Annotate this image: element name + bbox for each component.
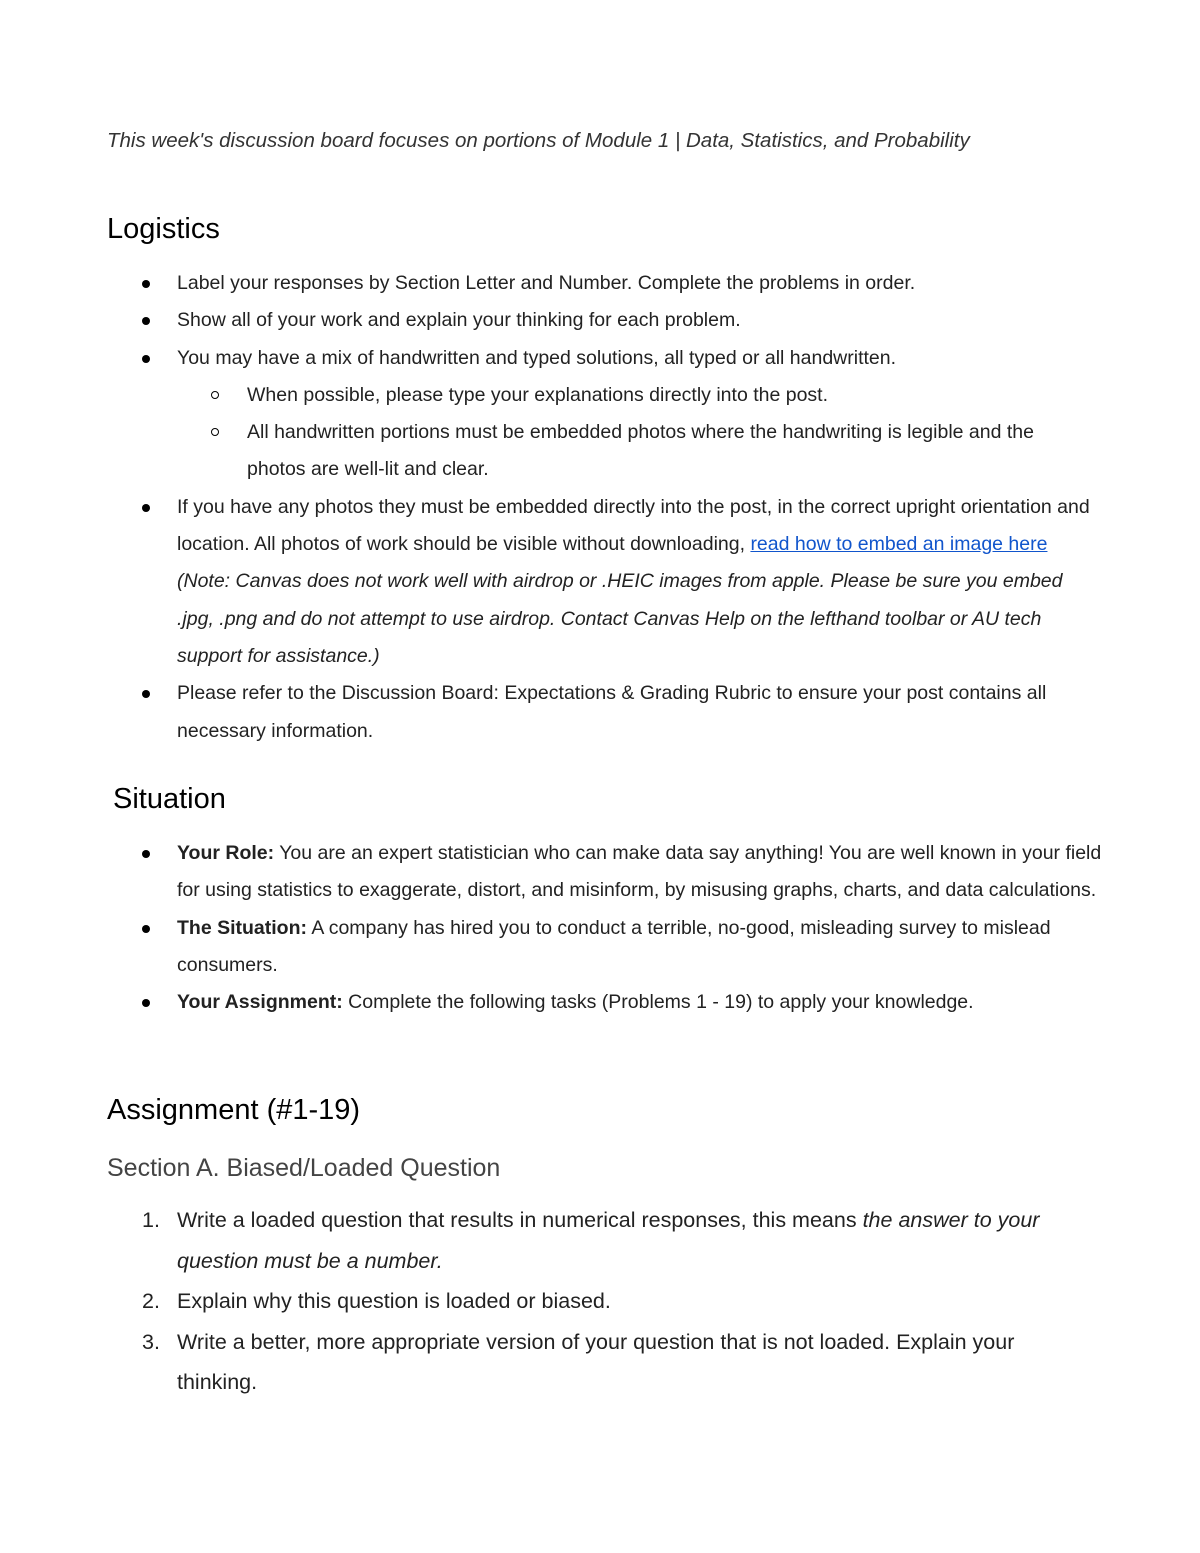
- assignment-text: Complete the following tasks (Problems 1 - 19) to apply your knowledge.: [342, 991, 974, 1014]
- bullet-icon: [142, 280, 150, 288]
- logistics-item-2: Show all of your work and explain your thinking for each problem.: [177, 309, 741, 332]
- list-item: [107, 984, 1102, 1021]
- logistics-item-3: You may have a mix of handwritten and typed solutions, all typed or all handwritten.: [177, 346, 897, 369]
- intro-text: This week's discussion board focuses on portions of Module 1 | Data, Statistics, and Probability: [107, 129, 970, 152]
- list-item: [107, 675, 1097, 750]
- situation-heading: Situation: [113, 783, 226, 815]
- situation-label: The Situation:: [177, 916, 307, 939]
- question-2-text: Explain why this question is loaded or biased.: [177, 1289, 611, 1313]
- section-a-heading: Section A. Biased/Loaded Question: [107, 1154, 501, 1182]
- list-item: [107, 1200, 1087, 1281]
- bullet-icon: [142, 925, 150, 933]
- situation-list: [107, 835, 1102, 1021]
- item-number: 3.: [142, 1329, 160, 1354]
- bullet-icon: [142, 504, 150, 512]
- photos-text: If you have any photos they must be embedded directly into the post, in the correct upright orientation and location. All photos of work should be visible without downloading,: [177, 495, 1090, 556]
- list-item: [107, 302, 1097, 339]
- bullet-icon: [142, 850, 150, 858]
- photos-note: (Note: Canvas does not work well with airdrop or .HEIC images from apple. Please be sure you embed .jpg, .png and do not attempt to use airdrop. Contact Canvas Help on the lefthand toolbar or AU tech support for assistance.): [177, 570, 1063, 667]
- list-item: [107, 377, 1097, 414]
- sub-bullet-icon: [211, 428, 219, 436]
- role-label: Your Role:: [177, 842, 275, 864]
- logistics-list: [107, 265, 1097, 750]
- sub-bullet-icon: [211, 391, 219, 399]
- bullet-icon: [142, 317, 150, 325]
- question-3-text: Write a better, more appropriate version of your question that is not loaded. Explain your thinking.: [177, 1329, 1015, 1394]
- list-item: [107, 910, 1102, 985]
- item-number: 1.: [142, 1208, 160, 1232]
- bullet-icon: [142, 690, 150, 698]
- logistics-heading: Logistics: [107, 213, 220, 245]
- question-1-text: Write a loaded question that results in numerical responses, this means: [177, 1208, 863, 1232]
- question-1-italic: the answer to your question must be a number.: [177, 1208, 1040, 1273]
- role-text: You are an expert statistician who can make data say anything! You are well known in your field for using statistics to exaggerate, distort, and misinform, by misusing graphs, charts, and data calculations.: [177, 842, 1102, 902]
- section-a-list: [107, 1200, 1087, 1403]
- logistics-subitem-1: When possible, please type your explanations directly into the post.: [247, 383, 829, 406]
- logistics-item-1: Label your responses by Section Letter and Number. Complete the problems in order.: [177, 272, 916, 294]
- list-item: [107, 489, 1097, 675]
- list-item: [107, 414, 1097, 489]
- embed-image-link[interactable]: read how to embed an image here: [750, 533, 1048, 556]
- assignment-label: Your Assignment:: [177, 991, 343, 1014]
- list-item: [107, 1281, 1087, 1322]
- bullet-icon: [142, 999, 150, 1007]
- list-item: [107, 265, 1097, 302]
- list-item: [107, 340, 1097, 377]
- list-item: [107, 1322, 1087, 1403]
- rubric-text: Please refer to the Discussion Board: Expectations & Grading Rubric to ensure your post contains all necessary information.: [177, 682, 1047, 742]
- assignment-heading: Assignment (#1-19): [107, 1094, 361, 1126]
- logistics-subitem-2: All handwritten portions must be embedded photos where the handwriting is legible and the photos are well-lit and clear.: [247, 421, 1034, 481]
- situation-text: A company has hired you to conduct a terrible, no-good, misleading survey to mislead consumers.: [177, 916, 1051, 976]
- bullet-icon: [142, 355, 150, 363]
- item-number: 2.: [142, 1289, 160, 1313]
- list-item: [107, 835, 1102, 910]
